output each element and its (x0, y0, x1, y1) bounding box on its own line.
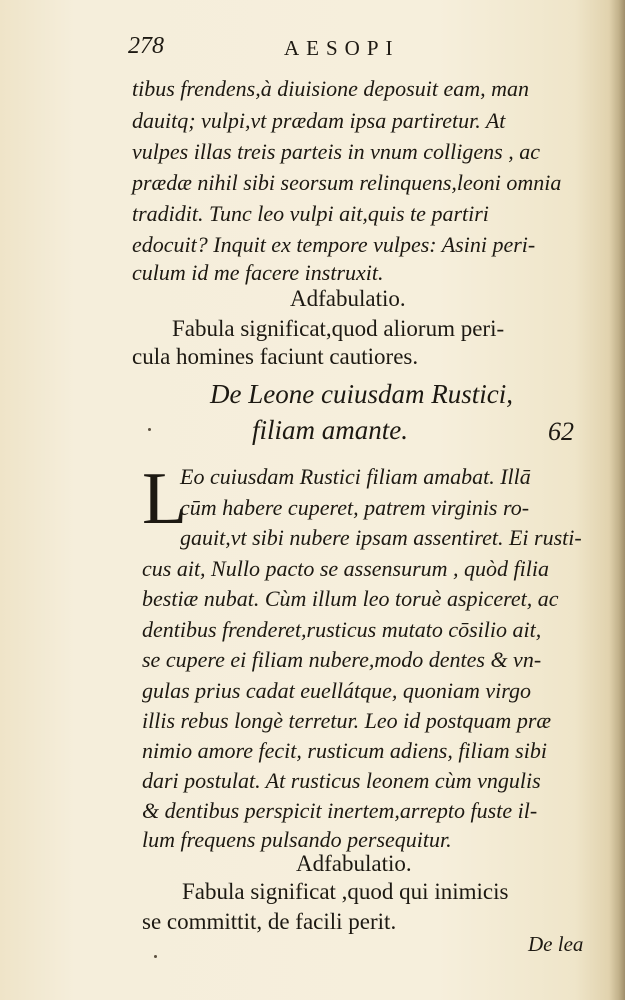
page-gutter-shadow (609, 0, 625, 1000)
moral-heading: Adfabulatio. (296, 851, 412, 876)
text-line: illis rebus longè terretur. Leo id postquam præ (142, 708, 552, 733)
moral-line: cula homines faciunt cautiores. (132, 344, 419, 369)
text-line: tibus frendens,à diuisione deposuit eam, man (132, 76, 529, 101)
text-line: nimio amore fecit, rusticum adiens, filiam sibi (142, 738, 547, 763)
ink-speck (154, 955, 157, 958)
moral-line: se committit, de facili perit. (142, 909, 397, 934)
moral-line: Fabula significat,quod aliorum peri- (172, 316, 505, 341)
catchword: De lea (528, 932, 584, 956)
moral-heading: Adfabulatio. (290, 286, 406, 311)
text-line: gulas prius cadat euellátque, quoniam virgo (142, 678, 532, 703)
text-line: tradidit. Tunc leo vulpi ait,quis te partiri (132, 201, 489, 226)
text-line: gauit,vt sibi nubere ipsam assentiret. Ei rusti- (180, 525, 582, 550)
text-line: dari postulat. At rusticus leonem cùm vngulis (142, 768, 541, 793)
text-line: dentibus frenderet,rusticus mutato cōsilio ait, (142, 617, 542, 642)
text-line: vulpes illas treis parteis in vnum colligens , ac (132, 139, 540, 164)
fable-title-line-2: filiam amante. (252, 415, 408, 445)
text-line: dauitq; vulpi,vt prædam ipsa partiretur. At (132, 108, 506, 133)
text-line: edocuit? Inquit ex tempore vulpes: Asini peri- (132, 232, 536, 257)
text-line: Eo cuiusdam Rustici filiam amabat. Illā (180, 464, 531, 489)
text-line: cus ait, Nullo pacto se assensurum , quòd filia (142, 556, 549, 581)
ink-speck (148, 428, 151, 431)
moral-line: Fabula significat ,quod qui inimicis (182, 879, 509, 904)
text-line: lum frequens pulsando persequitur. (142, 827, 452, 852)
running-head: AESOPI (284, 36, 400, 60)
text-line: cūm habere cuperet, patrem virginis ro- (180, 495, 530, 520)
text-line: prædæ nihil sibi seorsum relinquens,leoni omnia (132, 170, 562, 195)
text-line: & dentibus perspicit inertem,arrepto fuste il- (142, 798, 538, 823)
drop-cap: L (142, 458, 188, 540)
page-number: 278 (128, 33, 164, 59)
fable-title: De Leone cuiusdam Rustici, (210, 379, 513, 409)
fable-number: 62 (548, 417, 574, 446)
text-line: se cupere ei filiam nubere,modo dentes & vn- (142, 647, 542, 672)
text-line: bestiæ nubat. Cùm illum leo toruè aspiceret, ac (142, 586, 559, 611)
text-line: culum id me facere instruxit. (132, 260, 384, 285)
